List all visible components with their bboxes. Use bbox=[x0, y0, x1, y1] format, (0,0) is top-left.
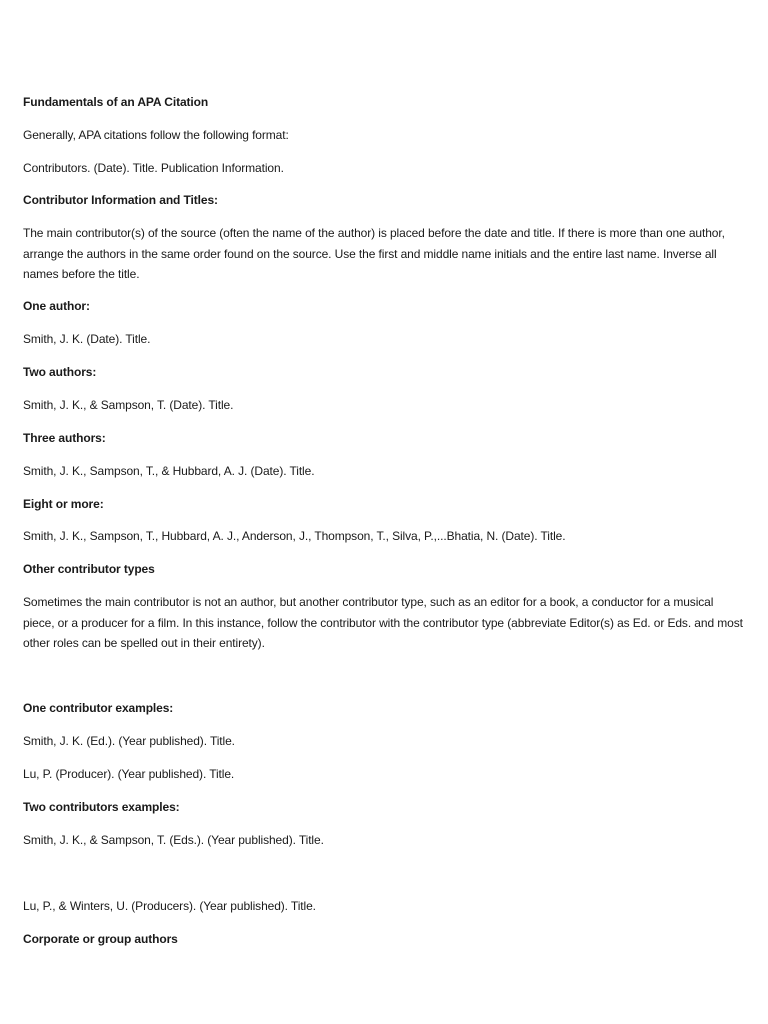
intro-text: Generally, APA citations follow the following format: bbox=[23, 128, 289, 142]
one-contributor-example-1: Smith, J. K. (Ed.). (Year published). Title. bbox=[23, 734, 235, 748]
one-contributor-label: One contributor examples: bbox=[23, 701, 174, 715]
two-contributors-example-1: Smith, J. K., & Sampson, T. (Eds.). (Year published). Title. bbox=[23, 833, 324, 847]
two-contributors-label: Two contributors examples: bbox=[23, 800, 180, 814]
other-types-heading: Other contributor types bbox=[23, 562, 155, 576]
contributor-heading: Contributor Information and Titles: bbox=[23, 193, 218, 207]
corporate-heading: Corporate or group authors bbox=[23, 932, 178, 946]
eight-authors-example: Smith, J. K., Sampson, T., Hubbard, A. J., Anderson, J., Thompson, T., Silva, P.,...Bhatia, N. (Date). Title. bbox=[23, 529, 566, 543]
contributor-paragraph: The main contributor(s) of the source (often the name of the author) is placed before the date and title. If there is more than one author, arrange the authors in the same order found on the source. Use the first and middle name initials and the entire last name. Inverse all names before the title. bbox=[23, 226, 725, 281]
one-contributor-example-2: Lu, P. (Producer). (Year published). Title. bbox=[23, 767, 235, 781]
three-authors-label: Three authors: bbox=[23, 431, 106, 445]
one-author-label: One author: bbox=[23, 299, 90, 313]
one-author-example: Smith, J. K. (Date). Title. bbox=[23, 332, 151, 346]
two-authors-label: Two authors: bbox=[23, 365, 97, 379]
other-types-paragraph: Sometimes the main contributor is not an author, but another contributor type, such as an editor for a book, a conductor for a musical piece, or a producer for a film. In this instance, follow the contributor with the contributor type (abbreviate Editor(s) as Ed. or Eds. and most other roles can be spelled out in their entirety). bbox=[23, 595, 743, 650]
document-heading: Fundamentals of an APA Citation bbox=[23, 95, 209, 109]
two-contributors-example-2: Lu, P., & Winters, U. (Producers). (Year published). Title. bbox=[23, 899, 316, 913]
two-authors-example: Smith, J. K., & Sampson, T. (Date). Title. bbox=[23, 398, 234, 412]
format-text: Contributors. (Date). Title. Publication Information. bbox=[23, 161, 284, 175]
three-authors-example: Smith, J. K., Sampson, T., & Hubbard, A. J. (Date). Title. bbox=[23, 464, 315, 478]
eight-authors-label: Eight or more: bbox=[23, 497, 104, 511]
